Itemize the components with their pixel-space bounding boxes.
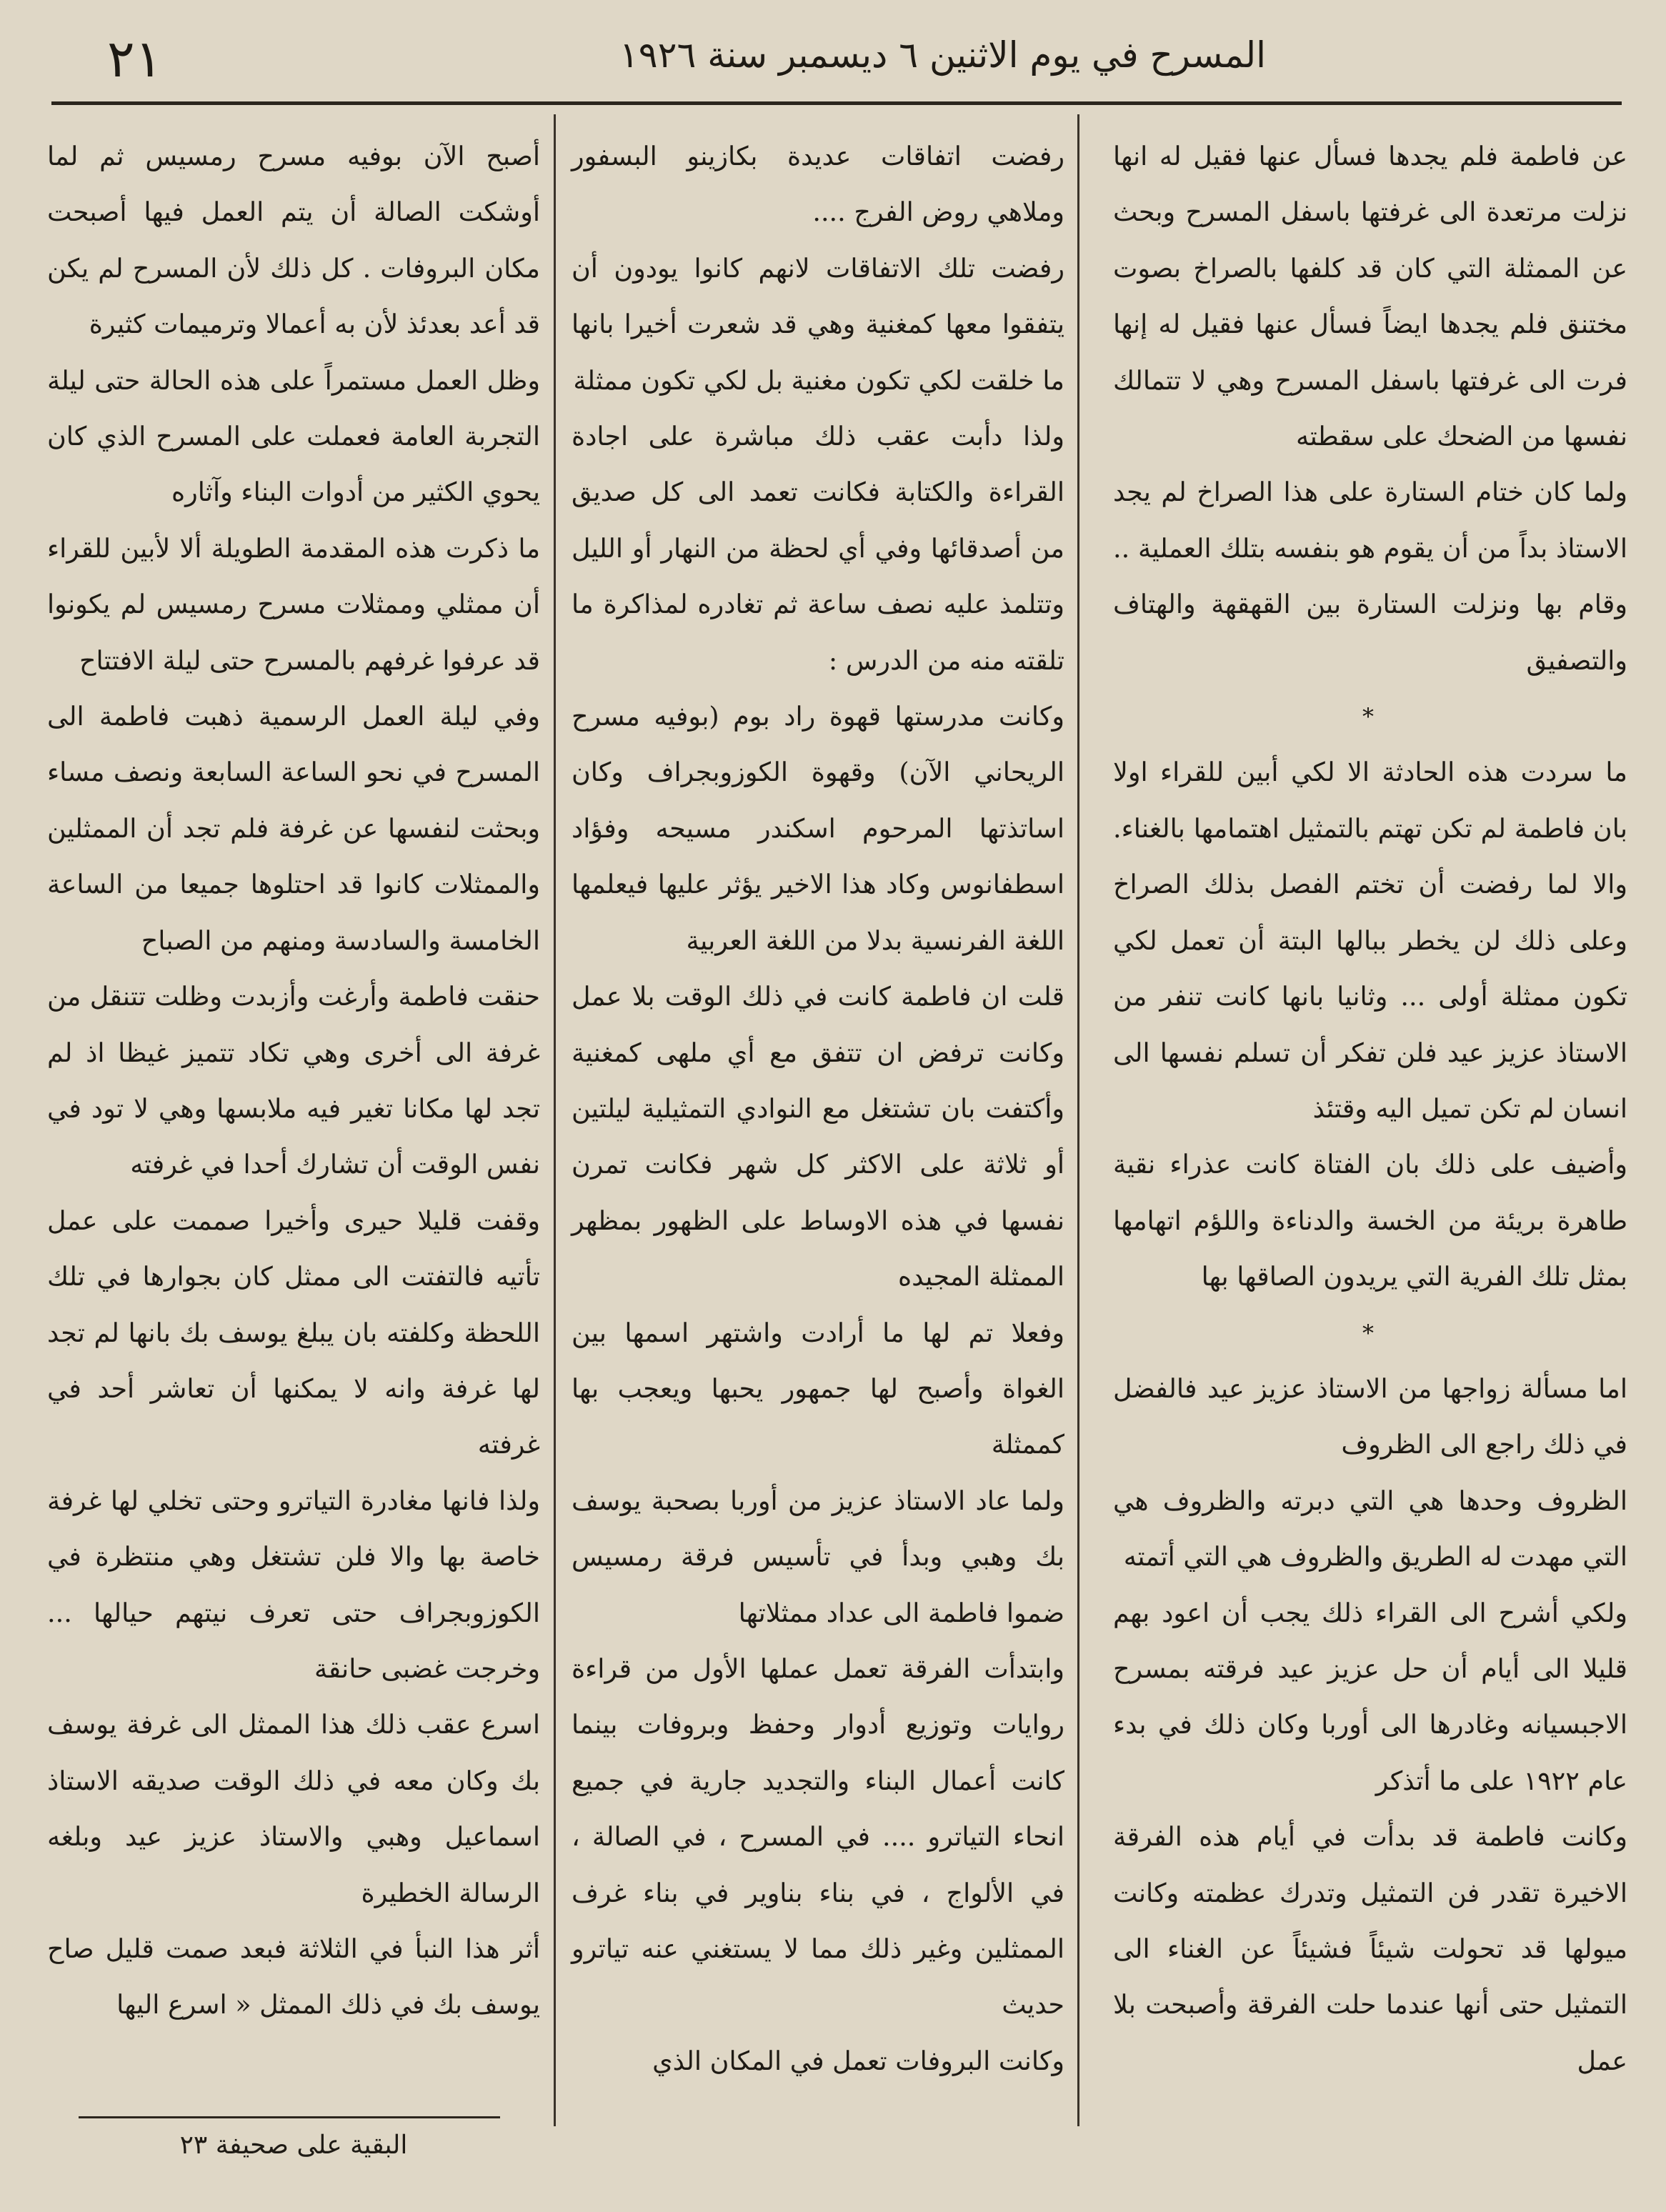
paragraph: اما مسألة زواجها من الاستاذ عزيز عيد فالفضل في ذلك راجع الى الظروف [1113,1372,1627,1460]
paragraph: وأضيف على ذلك بان الفتاة كانت عذراء نقية طاهرة بريئة من الخسة والدناءة واللؤم اتهامها بمثل تلك الفرية التي يريدون الصاقها بها [1113,1149,1627,1292]
paragraph: وابتدأت الفرقة تعمل عملها الأول من قراءة روايات وتوزيع أدوار وحفظ وبروفات بينما كانت أعمال البناء والتجديد جارية في جميع انحاء التياترو .... في المسرح ، في الصالة ، في الألواج ، في بناء بناوير في بناء غرف الممثلين وغير ذلك مما لا يستغني عنه تياترو حديث [572,1653,1064,2021]
page-number: ٢١ [107,29,163,89]
paragraph: رفضت اتفاقات عديدة بكازينو البسفور وملاهي روض الفرج .... [572,141,1064,228]
paragraph: وكانت مدرستها قهوة راد بوم (بوفيه مسرح الريحاني الآن) وقهوة الكوزوبجراف وكان اساتذتها المرحوم اسكندر مسيحه وفؤاد اسطفانوس وكاد هذا الاخير يؤثر عليها فيعلمها اللغة الفرنسية بدلا من اللغة العربية [572,701,1064,956]
paragraph: ولذا فانها مغادرة التياترو وحتى تخلي لها غرفة خاصة بها والا فلن تشتغل وهي منتظرة في الكوزوبجراف حتى تعرف نيتهم حيالها ... وخرجت غضبى حانقة [47,1485,540,1684]
footer-rule [79,2116,500,2118]
paragraph: ما سردت هذه الحادثة الا لكي أبين للقراء اولا بان فاطمة لم تكن تهتم بالتمثيل اهتمامها بالغناء. والا لما رفضت أن تختم الفصل بذلك الصراخ وعلى ذلك لن يخطر ببالها البتة أن تعمل لكي تكون ممثلة أولى ... وثانيا بانها كانت تنفر من الاستاذ عزيز عيد فلن تفكر أن تسلم نفسها الى انسان لم تكن تميل اليه وقتئذ [1113,757,1627,1124]
column-divider-right [1077,114,1079,2126]
paragraph: أصبح الآن بوفيه مسرح رمسيس ثم لما أوشكت الصالة أن يتم العمل فيها أصبحت مكان البروفات . كل ذلك لأن المسرح لم يكن قد أعد بعدئذ لأن به أعمالا وترميمات كثيرة [47,141,540,340]
paragraph: ما ذكرت هذه المقدمة الطويلة ألا لأبين للقراء أن ممثلي وممثلات مسرح رمسيس لم يكونوا قد عرفوا غرفهم بالمسرح حتى ليلة الافتتاح [47,532,540,676]
paragraph: رفضت تلك الاتفاقات لانهم كانوا يودون أن يتفقوا معها كمغنية وهي قد شعرت أخيرا بانها ما خلقت لكي تكون مغنية بل لكي تكون ممثلة [572,252,1064,396]
paragraph: وقفت قليلا حيرى وأخيرا صممت على عمل تأتيه فالتفتت الى ممثل كان بجوارها في تلك اللحظة وكلفته بان يبلغ يوسف بك بانها لم تجد لها غرفة وانه لا يمكنها أن تعاشر أحد في غرفته [47,1205,540,1460]
paragraph: حنقت فاطمة وأرغت وأزبدت وظلت تتنقل من غرفة الى أخرى وهي تكاد تتميز غيظا اذ لم تجد لها مكانا تغير فيه ملابسها وهي لا تود في نفس الوقت أن تشارك أحدا في غرفته [47,981,540,1180]
page-header [0,0,1666,107]
paragraph: ولما عاد الاستاذ عزيز من أوربا بصحبة يوسف بك وهبي وبدأ في تأسيس فرقة رمسيس ضموا فاطمة الى عداد ممثلاتها [572,1485,1064,1628]
section-separator: * [1362,703,1378,731]
paragraph: وظل العمل مستمراً على هذه الحالة حتى ليلة التجربة العامة فعملت على المسرح الذي كان يحوي الكثير من أدوات البناء وآثاره [47,364,540,508]
column-divider-left [554,114,556,2126]
paragraph: عن فاطمة فلم يجدها فسأل عنها فقيل له انها نزلت مرتعدة الى غرفتها باسفل المسرح وبحث عن الممثلة التي كان قد كلفها بالصراخ بصوت مختنق فلم يجدها ايضاً فسأل عنها فقيل له إنها فرت الى غرفتها باسفل المسرح وهي لا تتمالك نفسها من الضحك على سقطته [1113,141,1627,452]
header-rule [51,101,1622,105]
paragraph: وفي ليلة العمل الرسمية ذهبت فاطمة الى المسرح في نحو الساعة السابعة ونصف مساء وبحثت لنفسها عن غرفة فلم تجد أن الممثلين والممثلات كانوا قد احتلوها جميعا من الساعة الخامسة والسادسة ومنهم من الصباح [47,701,540,956]
continuation-note: البقية على صحيفة ٢٣ [179,2131,408,2160]
paragraph: وكانت فاطمة قد بدأت في أيام هذه الفرقة الاخيرة تقدر فن التمثيل وتدرك عظمته وكانت ميولها قد تحولت شيئاً فشيئاً عن الغناء الى التمثيل حتى أنها عندما حلت الفرقة وأصبحت بلا عمل [1113,1821,1627,2076]
section-separator: * [1362,1319,1378,1347]
article-column-left [47,129,540,2033]
paragraph: أثر هذا النبأ في الثلاثة فبعد صمت قليل صاح يوسف بك في ذلك الممثل « اسرع اليها [47,1933,540,2021]
paragraph: وكانت البروفات تعمل في المكان الذي [652,2045,1064,2076]
paragraph: ولكي أشرح الى القراء ذلك يجب أن اعود بهم قليلا الى أيام أن حل عزيز عيد فرقته بمسرح الاجبسيانه وغادرها الى أوربا وكان ذلك في بدء عام ١٩٢٢ على ما أتذكر [1113,1597,1627,1796]
paragraph: اسرع عقب ذلك هذا الممثل الى غرفة يوسف بك وكان معه في ذلك الوقت صديقه الاستاذ اسماعيل وهبي والاستاذ عزيز عيد وبلغه الرسالة الخطيرة [47,1709,540,1908]
paragraph: الظروف وحدها هي التي دبرته والظروف هي التي مهدت له الطريق والظروف هي التي أتمته [1113,1485,1627,1573]
article-column-middle [572,129,1064,2089]
article-column-right [1113,129,1627,2089]
paragraph: ولذا دأبت عقب ذلك مباشرة على اجادة القراءة والكتابة فكانت تعمد الى كل صديق من أصدقائها وفي أي لحظة من النهار أو الليل وتتلمذ عليه نصف ساعة ثم تغادره لمذاكرة ما تلقته منه من الدرس : [572,421,1064,676]
masthead-dateline: المسرح في يوم الاثنين ٦ ديسمبر سنة ١٩٢٦ [619,34,1266,76]
paragraph: قلت ان فاطمة كانت في ذلك الوقت بلا عمل وكانت ترفض ان تتفق مع أي ملهى كمغنية وأكتفت بان تشتغل مع النوادي التمثيلية ليلتين أو ثلاثة على الاكثر كل شهر فكانت تمرن نفسها في هذه الاوساط على الظهور بمظهر الممثلة المجيده [572,981,1064,1292]
paragraph: ولما كان ختام الستارة على هذا الصراخ لم يجد الاستاذ بداً من أن يقوم هو بنفسه بتلك العملية .. وقام بها ونزلت الستارة بين القهقهة والهتاف والتصفيق [1113,477,1627,676]
paragraph: وفعلا تم لها ما أرادت واشتهر اسمها بين الغواة وأصبح لها جمهور يحبها ويعجب بها كممثلة [572,1317,1064,1460]
